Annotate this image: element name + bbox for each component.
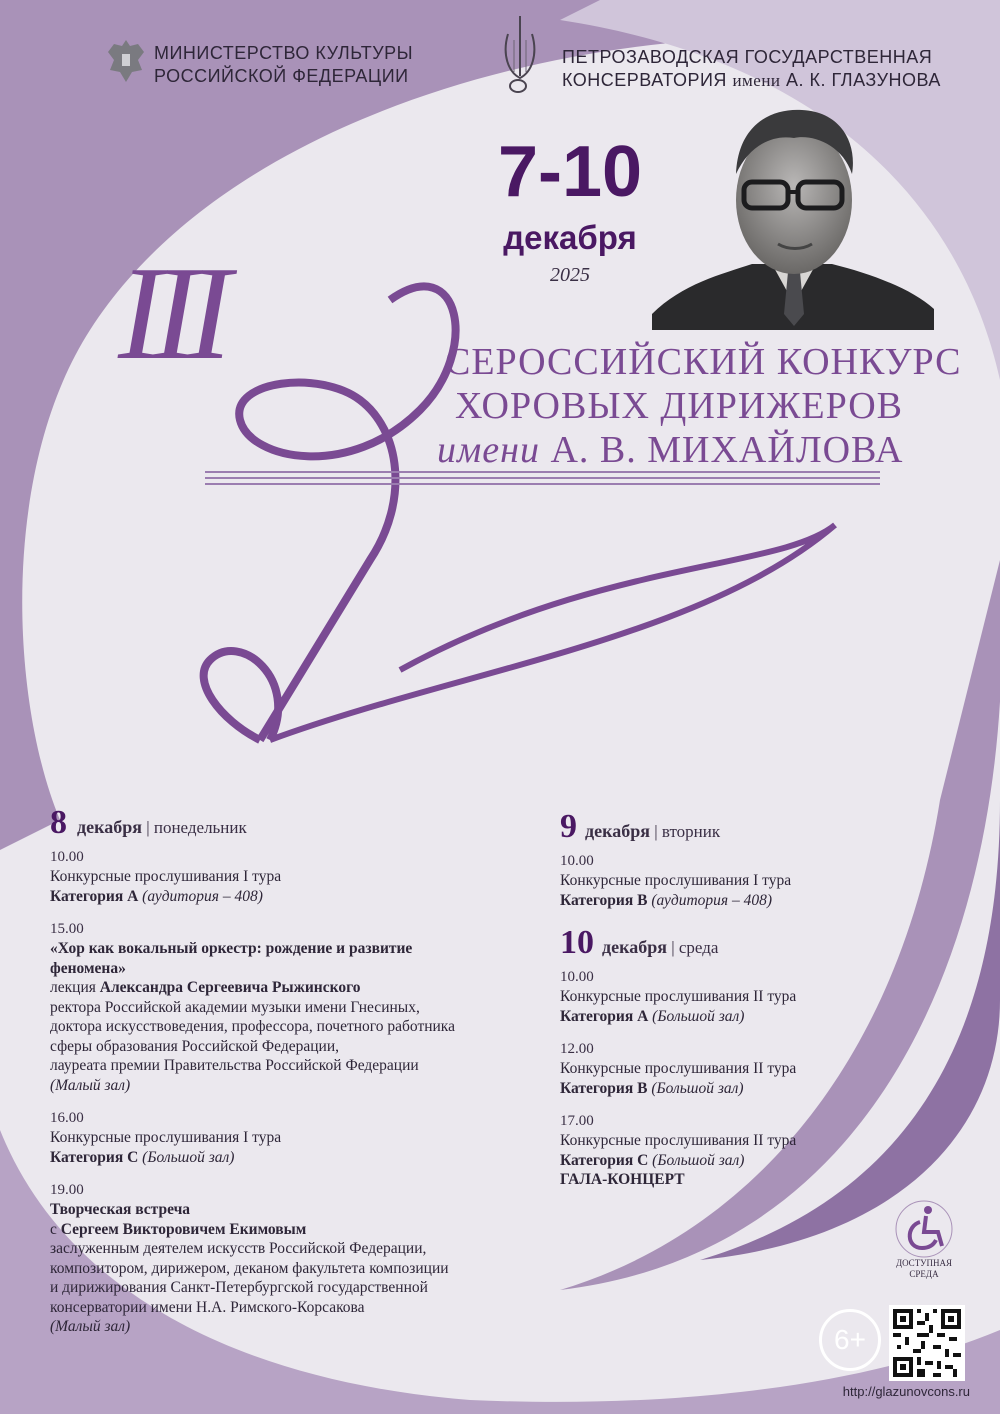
event-item: 10.00 Конкурсные прослушивания I тура Категория В (аудитория – 408)	[560, 853, 792, 909]
day-header-8: 8 декабря | понедельник	[50, 804, 247, 841]
event-item: 10.00 Конкурсные прослушивания I тура Категория А (аудитория – 408)	[50, 849, 282, 905]
conservatory-name	[562, 46, 941, 92]
website-url[interactable]: http://glazunovcons.ru	[842, 1384, 970, 1399]
title-line1: СЕРОССИЙСКИЙ КОНКУРС	[445, 341, 962, 383]
ministry-line1: МИНИСТЕРСТВО КУЛЬТУРЫ	[154, 43, 414, 63]
event-year: 2025	[550, 264, 590, 286]
event-item: 10.00 Конкурсные прослушивания II тура Категория А (Большой зал)	[560, 969, 797, 1025]
event-item: 12.00 Конкурсные прослушивания II тура Категория В (Большой зал)	[560, 1041, 797, 1097]
schedule-left	[50, 804, 540, 1351]
day-header-10: 10 декабря | среда	[560, 924, 719, 961]
event-item: 15.00 «Хор как вокальный оркестр: рождение и развитие феномена» лекция Александра Сергеевича Рыжинского ректора Российской академии музыки имени Гнесиных, доктора искусствоведения, профессора, почетного работника сферы образования Российской Федерации, лауреата премии Правительства Российской Федерации (Малый зал)	[50, 921, 455, 1094]
conservatory-line1: ПЕТРОЗАВОДСКАЯ ГОСУДАРСТВЕННАЯ	[562, 47, 933, 67]
accessibility-icon	[884, 1198, 964, 1260]
ministry-name	[154, 42, 413, 88]
age-rating-badge: 6+	[819, 1309, 881, 1371]
accessible-label: ДОСТУПНАЯ СРЕДА	[895, 1258, 953, 1279]
event-item: 19.00 Творческая встреча с Сергеем Викторовичем Екимовым заслуженным деятелем искусств Российской Федерации, композитором, дирижером, деканом факультета композиции и дирижирования Санкт-Петербургской государственной консерватории имени Н.А. Римского-Корсакова (Малый зал)	[50, 1182, 449, 1335]
lyre-logo-icon	[498, 14, 550, 98]
qr-code[interactable]	[889, 1305, 965, 1381]
schedule-right	[560, 808, 890, 1204]
coat-of-arms-icon	[104, 36, 148, 84]
title-line3: имени А. В. МИХАЙЛОВА	[437, 429, 904, 471]
event-item: 16.00 Конкурсные прослушивания I тура Категория С (Большой зал)	[50, 1110, 282, 1166]
event-month: декабря	[503, 219, 637, 256]
ministry-line2: РОССИЙСКОЙ ФЕДЕРАЦИИ	[154, 66, 409, 86]
event-item: 17.00 Конкурсные прослушивания II тура Категория С (Большой зал) ГАЛА-КОНЦЕРТ	[560, 1113, 797, 1188]
conservatory-line2: КОНСЕРВАТОРИЯ имени А. К. ГЛАЗУНОВА	[562, 70, 941, 90]
day-header-9: 9 декабря | вторник	[560, 808, 721, 845]
title-line2: ХОРОВЫХ ДИРИЖЕРОВ	[455, 385, 904, 427]
event-dates: 7-10	[497, 132, 643, 212]
competition-number: III	[118, 239, 222, 387]
